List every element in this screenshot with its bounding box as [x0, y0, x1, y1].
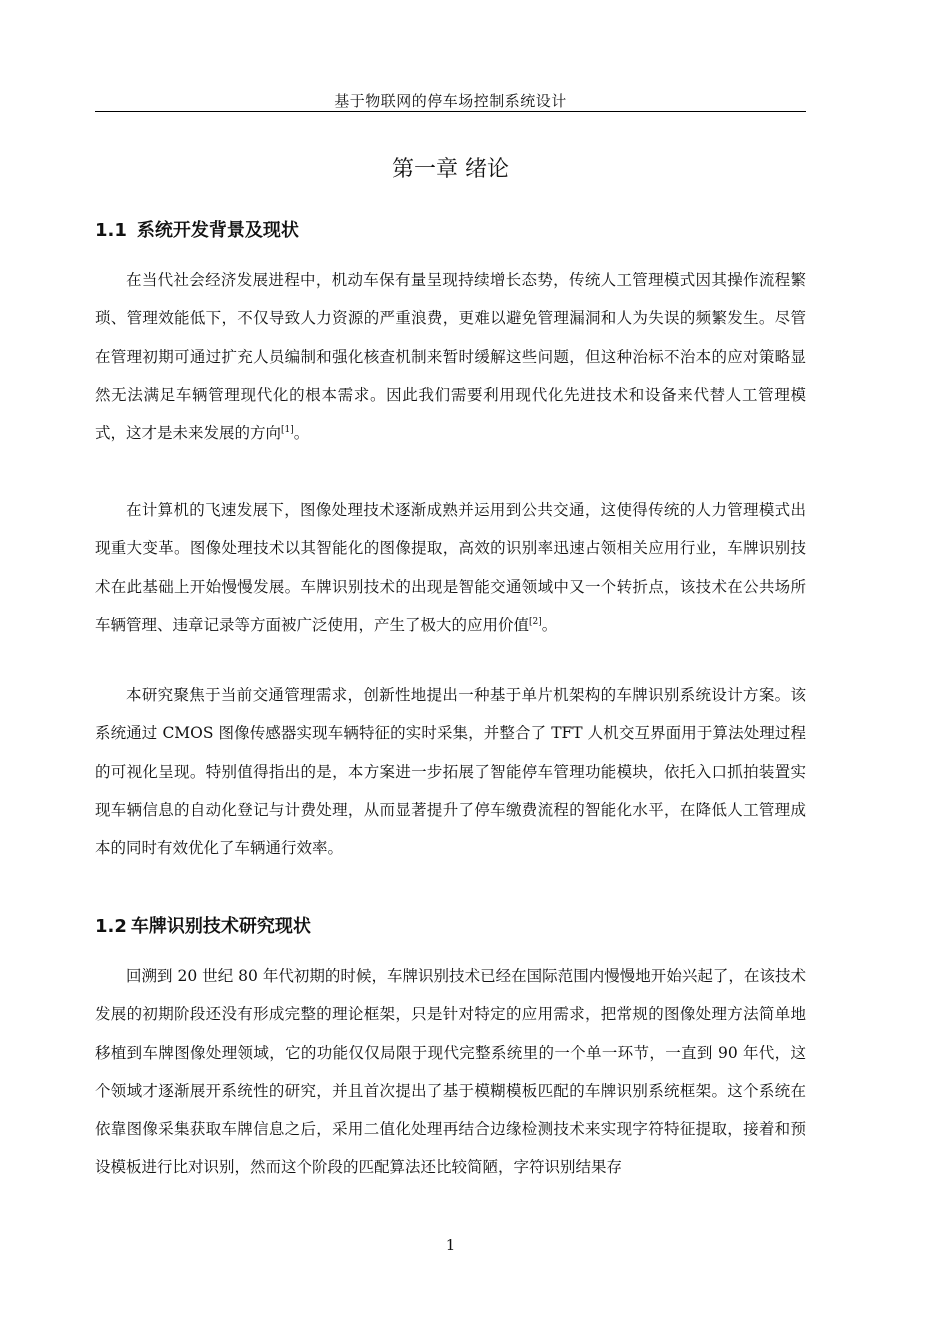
running-header: 基于物联网的停车场控制系统设计 [334, 92, 567, 110]
section-number: 1.2 [95, 916, 127, 937]
section-heading-1-2 [95, 914, 806, 940]
paragraph-text: 回溯到 20 世纪 80 年代初期的时候，车牌识别技术已经在国际范围内慢慢地开始兴起了，在该技术发展的初期阶段还没有形成完整的理论框架，只是针对特定的应用需求，把常规的图像处理方法简单地移植到车牌图像处理领域，它的功能仅仅局限于现代完整系统里的一个单一环节，一直到 90 年代，这个领域才逐渐展开系统性的研究，并且首次提出了基于模糊模板匹配的车牌识别系统框架。这个系统在依靠图像采集获取车牌信息之后，采用二值化处理再结合边缘检测技术来实现字符特征提取，接着和预设模板进行比对识别，然而这个阶段的匹配算法还比较简陋，字符识别结果存 [95, 967, 806, 1177]
paragraph-2 [95, 491, 806, 644]
paragraph-text: 在计算机的飞速发展下，图像处理技术逐渐成熟并运用到公共交通，这使得传统的人力管理模式出现重大变革。图像处理技术以其智能化的图像提取，高效的识别率迅速占领相关应用行业，车牌识别技术在此基础上开始慢慢发展。车牌识别技术的出现是智能交通领域中又一个转折点，该技术在公共场所车辆管理、违章记录等方面被广泛使用，产生了极大的应用价值 [95, 501, 806, 634]
paragraph-end: 。 [541, 615, 558, 634]
paragraph-text: 在当代社会经济发展进程中，机动车保有量呈现持续增长态势，传统人工管理模式因其操作流程繁琐、管理效能低下，不仅导致人力资源的严重浪费，更难以避免管理漏洞和人为失误的频繁发生。尽管在管理初期可通过扩充人员编制和强化核查机制来暂时缓解这些问题，但这种治标不治本的应对策略显然无法满足车辆管理现代化的根本需求。因此我们需要利用现代化先进技术和设备来代替人工管理模式，这才是未来发展的方向 [95, 271, 806, 443]
paragraph-4 [95, 957, 806, 1187]
section-number: 1.1 [95, 220, 127, 241]
chapter-title: 第一章 绪论 [392, 156, 509, 182]
section-title: 车牌识别技术研究现状 [130, 916, 311, 937]
paragraph-end: 。 [293, 424, 310, 443]
section-heading-1-1 [95, 218, 806, 244]
citation-1[interactable]: [1] [281, 425, 294, 436]
citation-2[interactable]: [2] [529, 616, 542, 627]
paragraph-3 [95, 676, 806, 867]
paragraph-text: 本研究聚焦于当前交通管理需求，创新性地提出一种基于单片机架构的车牌识别系统设计方案。该系统通过 CMOS 图像传感器实现车辆特征的实时采集，并整合了 TFT 人机交互界面用于算法处理过程的可视化呈现。特别值得指出的是，本方案进一步拓展了智能停车管理功能模块，依托入口抓拍装置实现车辆信息的自动化登记与计费处理，从而显著提升了停车缴费流程的智能化水平，在降低人工管理成本的同时有效优化了车辆通行效率。 [95, 686, 806, 858]
header-divider [95, 111, 806, 112]
paragraph-1 [95, 261, 806, 452]
page-number: 1 [445, 1236, 456, 1254]
section-title: 系统开发背景及现状 [136, 220, 299, 241]
